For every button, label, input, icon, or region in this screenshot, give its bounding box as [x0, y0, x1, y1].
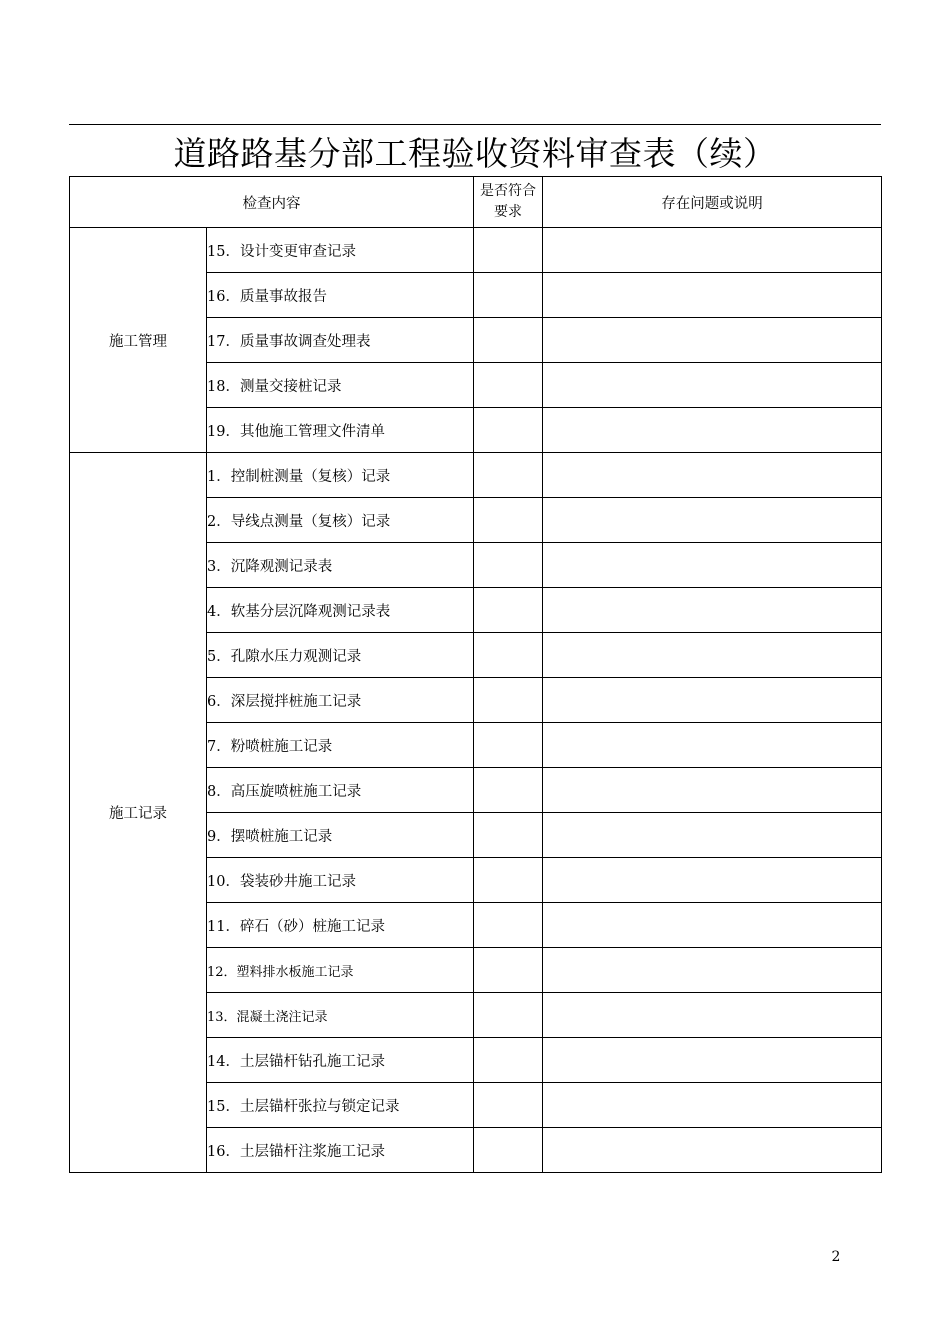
page-number: 2: [831, 1249, 841, 1265]
compliance-cell[interactable]: [474, 1038, 543, 1083]
top-rule: [69, 124, 881, 125]
item-label: 16．质量事故报告: [207, 273, 474, 318]
compliance-cell[interactable]: [474, 858, 543, 903]
review-table: [69, 176, 882, 1173]
compliance-cell[interactable]: [474, 363, 543, 408]
item-label: 6．深层搅拌桩施工记录: [207, 678, 474, 723]
item-label: 5．孔隙水压力观测记录: [207, 633, 474, 678]
item-label: 15．设计变更审查记录: [207, 228, 474, 273]
item-label: 17．质量事故调查处理表: [207, 318, 474, 363]
item-label: 4．软基分层沉降观测记录表: [207, 588, 474, 633]
group-label-construction-records: 施工记录: [70, 453, 207, 1173]
issues-cell[interactable]: [543, 273, 882, 318]
compliance-cell[interactable]: [474, 1128, 543, 1173]
issues-cell[interactable]: [543, 318, 882, 363]
table-row: [70, 228, 882, 273]
item-label: 13．混凝土浇注记录: [207, 993, 474, 1038]
issues-cell[interactable]: [543, 228, 882, 273]
compliance-cell[interactable]: [474, 228, 543, 273]
compliance-cell[interactable]: [474, 903, 543, 948]
issues-cell[interactable]: [543, 993, 882, 1038]
compliance-cell[interactable]: [474, 723, 543, 768]
issues-cell[interactable]: [543, 723, 882, 768]
group-label-construction-management: 施工管理: [70, 228, 207, 453]
issues-cell[interactable]: [543, 498, 882, 543]
item-label: 15．土层锚杆张拉与锁定记录: [207, 1083, 474, 1128]
compliance-cell[interactable]: [474, 588, 543, 633]
issues-cell[interactable]: [543, 408, 882, 453]
item-label: 1．控制桩测量（复核）记录: [207, 453, 474, 498]
item-label: 2．导线点测量（复核）记录: [207, 498, 474, 543]
issues-cell[interactable]: [543, 543, 882, 588]
issues-cell[interactable]: [543, 453, 882, 498]
header-issues: 存在问题或说明: [543, 177, 882, 228]
compliance-cell[interactable]: [474, 498, 543, 543]
compliance-cell[interactable]: [474, 408, 543, 453]
item-label: 10．袋装砂井施工记录: [207, 858, 474, 903]
item-label: 18．测量交接桩记录: [207, 363, 474, 408]
compliance-cell[interactable]: [474, 948, 543, 993]
header-row: [70, 177, 882, 228]
compliance-cell[interactable]: [474, 453, 543, 498]
issues-cell[interactable]: [543, 948, 882, 993]
item-label: 14．土层锚杆钻孔施工记录: [207, 1038, 474, 1083]
item-label: 19．其他施工管理文件清单: [207, 408, 474, 453]
issues-cell[interactable]: [543, 1128, 882, 1173]
item-label: 3．沉降观测记录表: [207, 543, 474, 588]
page-title: 道路路基分部工程验收资料审查表（续）: [173, 134, 777, 173]
item-label: 9．摆喷桩施工记录: [207, 813, 474, 858]
issues-cell[interactable]: [543, 903, 882, 948]
item-label: 7．粉喷桩施工记录: [207, 723, 474, 768]
compliance-cell[interactable]: [474, 993, 543, 1038]
compliance-cell[interactable]: [474, 1083, 543, 1128]
item-label: 11．碎石（砂）桩施工记录: [207, 903, 474, 948]
compliance-cell[interactable]: [474, 273, 543, 318]
compliance-cell[interactable]: [474, 813, 543, 858]
issues-cell[interactable]: [543, 363, 882, 408]
issues-cell[interactable]: [543, 858, 882, 903]
issues-cell[interactable]: [543, 813, 882, 858]
compliance-cell[interactable]: [474, 633, 543, 678]
issues-cell[interactable]: [543, 678, 882, 723]
compliance-cell[interactable]: [474, 318, 543, 363]
issues-cell[interactable]: [543, 768, 882, 813]
item-label: 8．高压旋喷桩施工记录: [207, 768, 474, 813]
issues-cell[interactable]: [543, 1083, 882, 1128]
compliance-cell[interactable]: [474, 768, 543, 813]
header-check-content: 检查内容: [70, 177, 474, 228]
header-compliance: 是否符合要求: [474, 177, 543, 228]
issues-cell[interactable]: [543, 633, 882, 678]
compliance-cell[interactable]: [474, 678, 543, 723]
issues-cell[interactable]: [543, 588, 882, 633]
table-row: [70, 453, 882, 498]
issues-cell[interactable]: [543, 1038, 882, 1083]
compliance-cell[interactable]: [474, 543, 543, 588]
item-label: 12．塑料排水板施工记录: [207, 948, 474, 993]
item-label: 16．土层锚杆注浆施工记录: [207, 1128, 474, 1173]
